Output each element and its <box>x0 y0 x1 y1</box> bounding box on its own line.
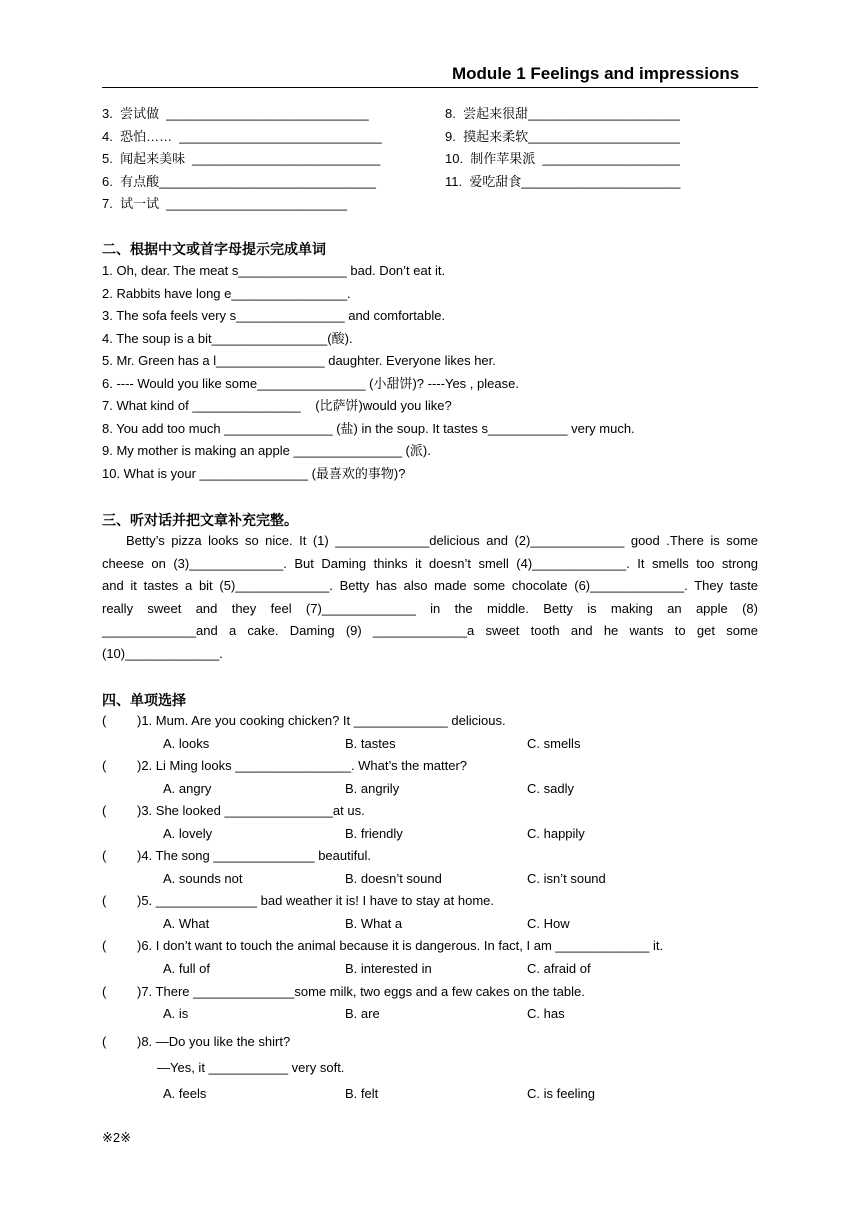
option-a: A. feels <box>163 1086 207 1101</box>
option-c: C. is feeling <box>527 1086 595 1101</box>
passage-line: and it tastes a bit (5)_____________. Betty has also made some chocolate (6)_____________. They taste <box>102 578 758 593</box>
answer-bracket: ( <box>102 1034 107 1049</box>
vocab-item: 8. 尝起来很甜_____________________ <box>445 106 680 121</box>
exercise-item: 3. The sofa feels very s_______________ and comfortable. <box>102 308 446 323</box>
option-b: B. angrily <box>345 781 400 796</box>
exercise-item: 1. Oh, dear. The meat s_______________ bad. Don’t eat it. <box>102 263 446 278</box>
option-a: A. looks <box>163 736 210 751</box>
option-c: C. has <box>527 1006 565 1021</box>
option-a: A. is <box>163 1006 189 1021</box>
option-b: B. What a <box>345 916 403 931</box>
answer-bracket: ( <box>102 984 107 999</box>
answer-bracket: ( <box>102 938 107 953</box>
question-text: )3. She looked _______________at us. <box>137 803 365 818</box>
option-a: A. angry <box>163 781 212 796</box>
option-b: B. felt <box>345 1086 379 1101</box>
option-c: C. happily <box>527 826 585 841</box>
passage-line: cheese on (3)_____________. But Daming thinks it doesn’t smell (4)_____________. It smells too strong <box>102 556 758 571</box>
vocab-item: 4. 恐怕…… ____________________________ <box>102 129 382 144</box>
option-a: A. full of <box>163 961 210 976</box>
vocab-item: 9. 摸起来柔软_____________________ <box>445 129 680 144</box>
option-c: C. afraid of <box>527 961 591 976</box>
answer-bracket: ( <box>102 713 107 728</box>
option-a: A. What <box>163 916 210 931</box>
question-answer-line: —Yes, it ___________ very soft. <box>157 1060 345 1075</box>
option-b: B. tastes <box>345 736 396 751</box>
vocab-item: 11. 爱吃甜食______________________ <box>445 174 681 189</box>
exercise-item: 7. What kind of _______________ (比萨饼)would you like? <box>102 398 452 413</box>
option-a: A. lovely <box>163 826 213 841</box>
vocab-item: 5. 闻起来美味 __________________________ <box>102 151 381 166</box>
vocab-item: 10. 制作苹果派 ___________________ <box>445 151 680 166</box>
option-c: C. sadly <box>527 781 574 796</box>
question-text: )8. —Do you like the shirt? <box>137 1034 291 1049</box>
section-heading: 二、根据中文或首字母提示完成单词 <box>102 241 326 257</box>
option-c: C. smells <box>527 736 581 751</box>
option-a: A. sounds not <box>163 871 243 886</box>
question-text: )6. I don’t want to touch the animal because it is dangerous. In fact, I am _____________ it. <box>137 938 664 953</box>
section-heading: 四、单项选择 <box>102 692 186 708</box>
option-c: C. How <box>527 916 570 931</box>
question-text: )7. There ______________some milk, two eggs and a few cakes on the table. <box>137 984 585 999</box>
option-b: B. friendly <box>345 826 403 841</box>
vocab-item: 3. 尝试做 ____________________________ <box>102 106 369 121</box>
answer-bracket: ( <box>102 893 107 908</box>
option-b: B. are <box>345 1006 380 1021</box>
exercise-item: 2. Rabbits have long e________________. <box>102 286 351 301</box>
exercise-item: 10. What is your _______________ (最喜欢的事物)? <box>102 466 406 481</box>
section-heading: 三、听对话并把文章补充完整。 <box>102 512 298 528</box>
page-header-title: Module 1 Feelings and impressions <box>452 64 740 83</box>
answer-bracket: ( <box>102 848 107 863</box>
exercise-item: 8. You add too much _______________ (盐) in the soup. It tastes s___________ very much. <box>102 421 635 436</box>
exercise-item: 5. Mr. Green has a l_______________ daughter. Everyone likes her. <box>102 353 496 368</box>
vocab-item: 7. 试一试 _________________________ <box>102 196 348 211</box>
option-b: B. doesn’t sound <box>345 871 442 886</box>
question-text: )2. Li Ming looks ________________. What’s the matter? <box>137 758 468 773</box>
answer-bracket: ( <box>102 803 107 818</box>
passage-line: really sweet and they feel (7)_____________ in the middle. Betty is making an apple (8) <box>102 601 758 616</box>
option-c: C. isn’t sound <box>527 871 606 886</box>
question-text: )5. ______________ bad weather it is! I have to stay at home. <box>137 893 495 908</box>
exercise-item: 4. The soup is a bit________________(酸). <box>102 331 353 346</box>
passage-line: Betty’s pizza looks so nice. It (1) _____________delicious and (2)_____________ good .There is some <box>126 533 758 548</box>
answer-bracket: ( <box>102 758 107 773</box>
header-rule <box>102 87 758 88</box>
page-number: ※2※ <box>102 1130 132 1145</box>
option-b: B. interested in <box>345 961 432 976</box>
exercise-item: 9. My mother is making an apple _______________ (派). <box>102 443 431 458</box>
passage-line: _____________and a cake. Daming (9) _____________a sweet tooth and he wants to get some <box>102 623 758 638</box>
exercise-item: 6. ---- Would you like some_______________ (小甜饼)? ----Yes , please. <box>102 376 519 391</box>
passage-line: (10)_____________. <box>102 646 223 661</box>
vocab-item: 6. 有点酸______________________________ <box>102 174 376 189</box>
question-text: )1. Mum. Are you cooking chicken? It _____________ delicious. <box>137 713 506 728</box>
question-text: )4. The song ______________ beautiful. <box>137 848 371 863</box>
